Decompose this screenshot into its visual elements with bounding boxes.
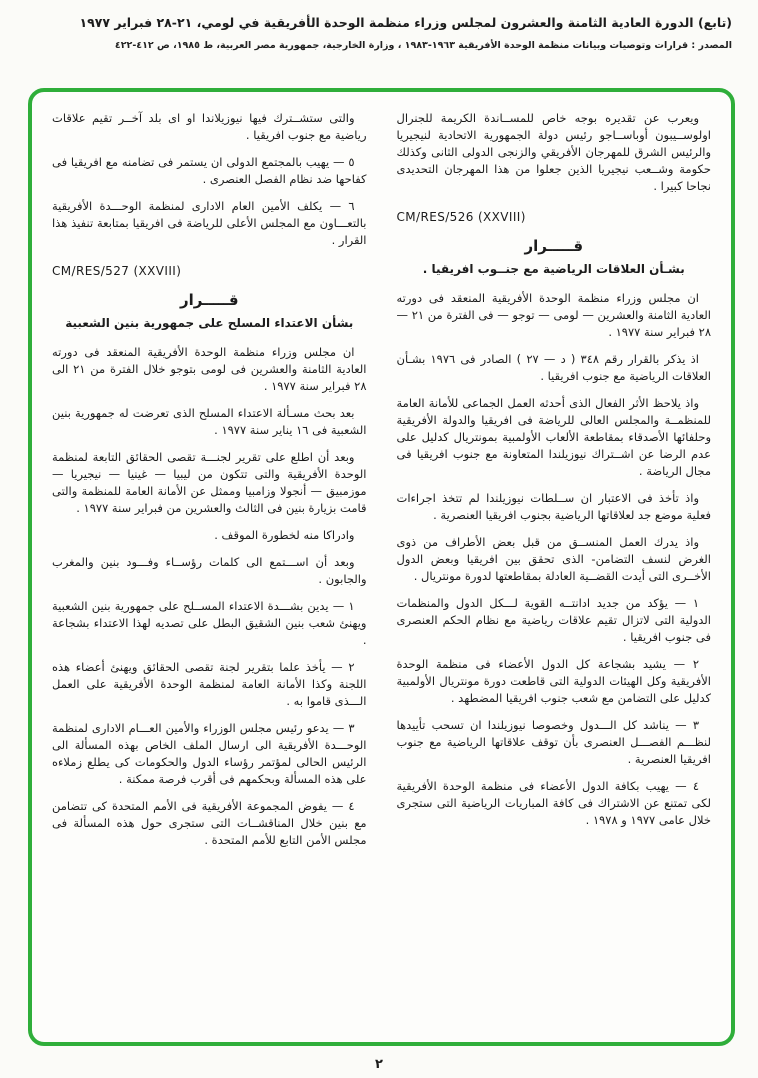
paragraph: اذ يذكر بالقرار رقم ٣٤٨ ( د — ٢٧ ) الصادر فى ١٩٧٦ بشـأن العلاقات الرياضية مع جنوب افريقيا . bbox=[396, 352, 711, 383]
column-left bbox=[52, 110, 367, 1028]
page-number: ٢ bbox=[375, 1057, 383, 1072]
numbered-item-4: ٤ — يهيب بكافة الدول الأعضاء فى منظمة الوحدة الأفريقية لكى تمتنع عن الاشتراك فى كافة المباريات الرياضية التى ستجرى خلال عامى ١٩٧٧ و ١٩٧٨ . bbox=[396, 779, 711, 827]
paragraph: وبعد أن اســـتمع الى كلمات رؤســاء وفـــود بنين والمغرب والجابون . bbox=[52, 555, 367, 586]
paragraph: وبعد أن اطلع على تقرير لجنـــة تقصى الحقائق التابعة لمنظمة الوحدة الأفريقية والتى تتكون من ليبيا — غينيا — نيجيريا — موزمبيق — أنجولا وزامبيا وممثل عن الأمانة العامة للمنظمة والتى قامت بزيارة بنين فى الثالث والعشرين من فبراير سنة ١٩٧٧ . bbox=[52, 450, 367, 515]
numbered-item-1: ١ — يؤكد من جديد ادانتــه القوية لـــكل الدول والمنظمات الدولية التى لاتزال تقيم علاقات رياضية مع نظام الحكم العنصرى فى جنوب افريقيا . bbox=[396, 596, 711, 644]
numbered-item-1: ١ — يدين بشـــدة الاعتداء المســلح على جمهورية بنين الشعبية ويهنئ شعب بنين الشقيق البطل على تصديه لهذا الاعتداء بشجاعة . bbox=[52, 599, 367, 647]
header-source-line: المصدر : قرارات وتوصيات وبيانات منظمة الوحدة الأفريقية ١٩٦٣-١٩٨٣ ، وزارة الخارجية، جمهورية مصر العربية، ط ١٩٨٥، ص ٤١٢-٤٢٢ bbox=[114, 39, 732, 51]
numbered-item-2: ٢ — يشيد بشجاعة كل الدول الأعضاء فى منظمة الوحدة الأفريقية وكل الهيئات الدولية التى قاطعت دورة مونتريال الأولمبية كدليل على التضامن مع شعب جنوب افريقيا المضطهد . bbox=[396, 657, 711, 705]
resolution-subtitle: بشأن الاعتداء المسلح على جمهورية بنين الشعبية bbox=[65, 316, 354, 330]
paragraph: واذ يدرك العمل المنســق من قبل بعض الأطراف من ذوى الغرض لنسف التضامن- الذى تحقق بين افريقيا وبعض الدول الأخــرى التى أيدت القضــية العادلة بمقاطعتها لدورة مونتريال . bbox=[396, 535, 711, 583]
resolution-title: قـــــرار bbox=[524, 237, 584, 255]
green-border-frame bbox=[28, 88, 735, 1046]
two-column-layout bbox=[52, 110, 711, 1028]
document-header bbox=[26, 14, 732, 51]
paragraph: بعد بحث مسـألة الاعتداء المسلح الذى تعرضت له جمهورية بنين الشعبية فى ١٦ يناير سنة ١٩٧٧ . bbox=[52, 406, 367, 437]
paragraph: ان مجلس وزراء منظمة الوحدة الأفريقية المنعقد فى دورته العادية الثامنة والعشرين فى لومى بتوجو خلال الفترة من ٢١ الى ٢٨ فبراير سنة ١٩٧٧ . bbox=[52, 345, 367, 393]
resolution-title: قـــــرار bbox=[179, 291, 239, 309]
paragraph-continuation: ويعرب عن تقديره بوجه خاص للمســاندة الكريمة للجنرال اولوســيبون أوباســاجو رئيس دولة الجمهورية الاتحادية لنيجيريا والرئيس الشرق للمهرجان الأفريقي والزنجى الدولى الثانى وكذلك حكومة وشــعب نيجيريا الذين جعلوا من هذا المهرجان التحديدى نجاحا كبيرا . bbox=[396, 111, 711, 193]
paragraph: واذ يلاحظ الأثر الفعال الذى أحدثه العمل الجماعى للأمانة العامة للمنظمــة والمجلس العالى للرياضة فى افريقيا والدولة الأفريقية وحلفائها الأصدقاء بمقاطعة الألعاب الأولمبية بمونتريال كدليل على عدم الرضا عن اشــتراك نيوزيلندا المتعاونة مع جنوب افريقيا فى مجال الرياضة . bbox=[396, 396, 711, 478]
paragraph-continuation: والتى ستشــترك فيها نيوزيلاندا او اى بلد آخــر تقيم علاقات رياضية مع جنوب افريقيا . bbox=[52, 111, 367, 142]
paragraph: وادراكا منه لخطورة الموقف . bbox=[214, 528, 355, 542]
numbered-item-4: ٤ — يفوض المجموعة الأفريقية فى الأمم المتحدة كى تتضامن مع بنين خلال المناقشــات التى ستجرى حول هذه المسألة فى مجلس الأمن التابع للأمم المتحدة . bbox=[52, 799, 367, 847]
resolution-reference-527: CM/RES/527 (XXVIII) bbox=[52, 264, 182, 278]
numbered-item-3: ٣ — يدعو رئيس مجلس الوزراء والأمين العـــام الادارى لمنظمة الوحـــدة الأفريقية الى ارسال الملف الخاص بهذه المسألة الى الرئيس الحالى لمؤتمر رؤساء الدول والحكومات كى يطلع زملاءه على هذه المسألة وبحكمهم فى أقرب فرصة ممكنة . bbox=[52, 721, 367, 786]
numbered-item-6: ٦ — يكلف الأمين العام الادارى لمنظمة الوحـــدة الأفريقية بالتعـــاون مع المجلس الأعلى للرياضة فى افريقيا بمتابعة تنفيذ هذا القرار . bbox=[52, 199, 367, 247]
numbered-item-5: ٥ — يهيب بالمجتمع الدولى ان يستمر فى تضامنه مع افريقيا فى كفاحها ضد نظام الفصل العنصرى . bbox=[52, 155, 367, 186]
resolution-subtitle: بشـأن العلاقات الرياضية مع جنــوب افريقيا . bbox=[422, 262, 685, 276]
paragraph: ان مجلس وزراء منظمة الوحدة الأفريقية المنعقد فى دورته العادية الثامنة والعشرين — لومى — توجو — فى الفترة من ٢١ — ٢٨ فبراير سنة ١٩٧٧ . bbox=[396, 291, 712, 339]
resolution-reference-526: CM/RES/526 (XXVIII) bbox=[396, 210, 526, 224]
paragraph: واذ تأخذ فى الاعتبار ان ســلطات نيوزيلندا لم تتخذ اجراءات فعلية موضع جد لعلاقاتها الرياضية بجنوب افريقيا العنصرية . bbox=[396, 491, 711, 522]
column-right bbox=[397, 110, 712, 1028]
header-session-title: (تابع) الدورة العادية الثامنة والعشرون لمجلس وزراء منظمة الوحدة الأفريقية في لومي، ٢١-٢٨ فبراير ١٩٧٧ bbox=[79, 15, 732, 30]
numbered-item-2: ٢ — يأخذ علما بتقرير لجنة تقصى الحقائق ويهنئ أعضاء هذه اللجنة وكذا الأمانة العامة لمنظمة الوحدة الأفريقية على العمل الـــذى قاموا به . bbox=[52, 660, 367, 708]
numbered-item-3: ٣ — يناشد كل الـــدول وخصوصا نيوزيلندا ان تسحب تأييدها لنظـــم الفصـــل العنصرى بأن توقف علاقاتها الرياضية مع جنوب افريقيا العنصرية . bbox=[396, 718, 711, 766]
